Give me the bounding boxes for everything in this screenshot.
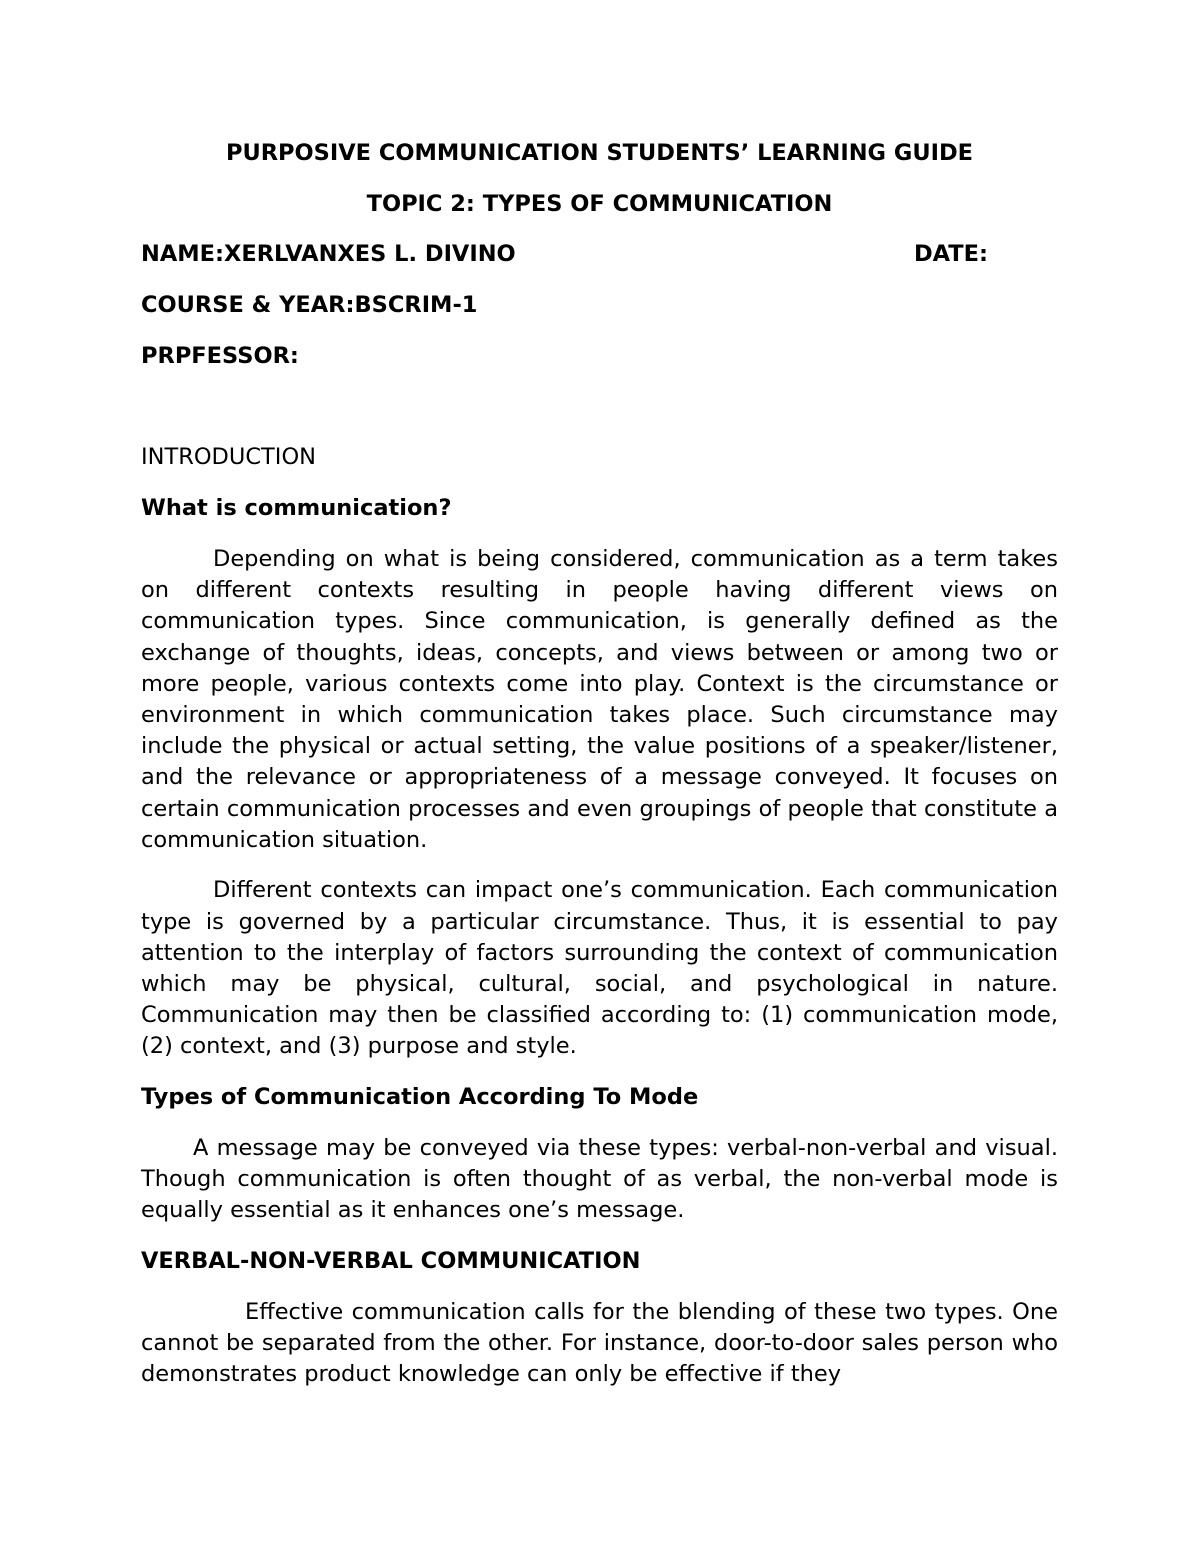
types-by-mode-heading: Types of Communication According To Mode [141,1084,699,1111]
verbal-nonverbal-heading: VERBAL-NON-VERBAL COMMUNICATION [141,1247,641,1274]
paragraph-contexts: Different contexts can impact one’s communication. Each communication type is governed by a particular circumstance. Thus, it is essential to pay attention to the interplay of factors surrounding the context of communication which may be physical, cultural, social, and psychological in nature. Communication may then be classified according to: (1) communication mode, (2) context, and (3) purpose and style. [141,877,1058,1060]
date-label: DATE: [913,241,988,268]
paragraph-mode-types: A message may be conveyed via these types: verbal-non-verbal and visual. Though communication is often thought of as verbal, the non-verbal mode is equally essential as it enhances one’s message. [141,1134,1058,1224]
professor-line: PRPFESSOR: [141,342,299,369]
paragraph-communication-definition: Depending on what is being considered, communication as a term takes on different contexts resulting in people having different views on communication types. Since communication, is generally defined as the exchange of thoughts, ideas, concepts, and views between or among two or more people, various contexts come into play. Context is the circumstance or environment in which communication takes place. Such circumstance may include the physical or actual setting, the value positions of a speaker/listener, and the relevance or appropriateness of a message conveyed. It focuses on certain communication processes and even groupings of people that constitute a communication situation. [141,545,1058,853]
course-year-line: COURSE & YEAR:BSCRIM-1 [141,292,478,319]
student-name-line: NAME:XERLVANXES L. DIVINO [141,241,516,268]
paragraph-verbal-nonverbal: Effective communication calls for the blending of these two types. One cannot be separated from the other. For instance, door-to-door sales person who demonstrates product knowledge can only be effective if they [141,1298,1058,1388]
introduction-label: INTRODUCTION [141,444,316,471]
document-title: PURPOSIVE COMMUNICATION STUDENTS’ LEARNING GUIDE [225,140,974,166]
name-date-row [141,239,1058,270]
document-page [141,138,1058,1410]
what-is-communication-heading: What is communication? [141,495,452,522]
topic-heading: TOPIC 2: TYPES OF COMMUNICATION [366,190,833,217]
